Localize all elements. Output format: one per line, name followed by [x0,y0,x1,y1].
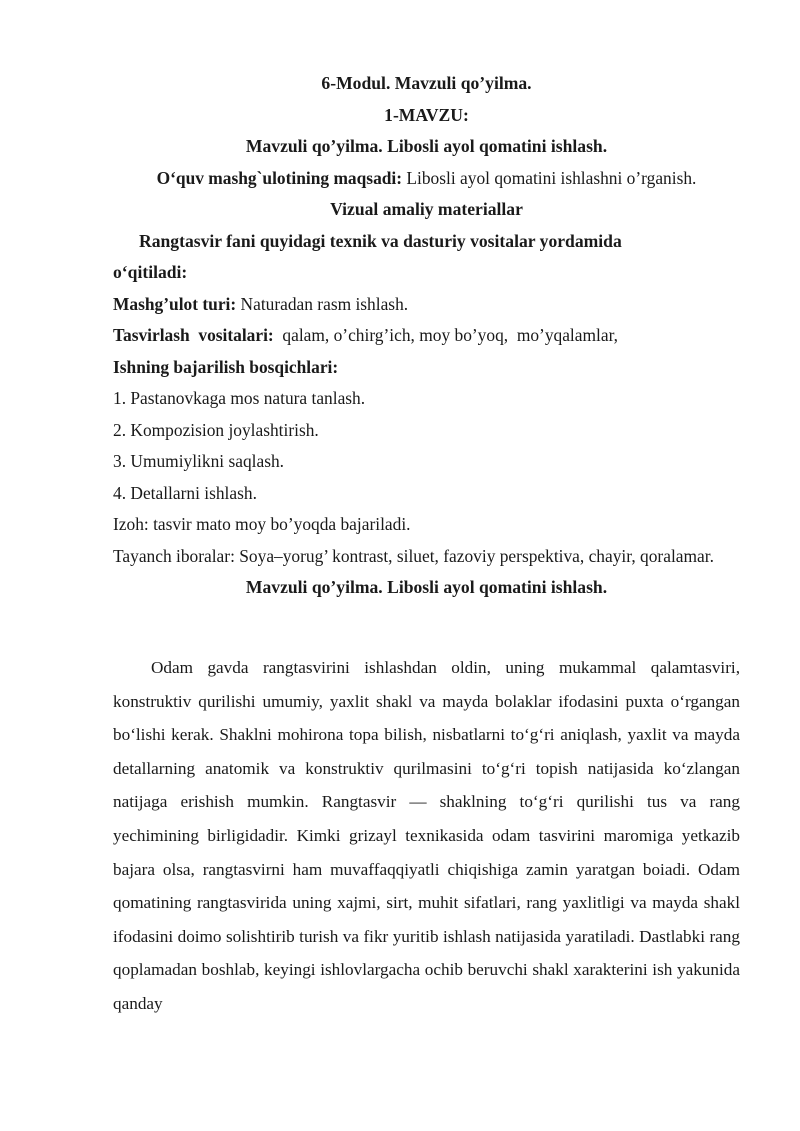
lesson-type-line [113,289,740,321]
lesson-type-label: Mashg’ulot turi: [113,293,237,314]
heading-section-repeat: Mavzuli qo’yilma. Libosli ayol qomatini ishlash. [245,577,608,597]
list-item: 2. Kompozision joylashtirish. [113,419,319,440]
lesson-purpose-line [113,163,740,195]
tools-line [113,320,740,352]
list-item: 4. Detallarni ishlash. [113,482,257,503]
list-item: 3. Umumiylikni saqlash. [113,451,285,471]
taught-with-line-1: Rangtasvir fani quyidagi texnik va dasturiy vositalar yordamida [139,230,622,251]
lesson-type-value: Naturadan rasm ishlash. [236,293,409,314]
list-item: 1. Pastanovkaga mos natura tanlash. [113,388,366,408]
lesson-purpose-label: O‘quv mashg`ulotining maqsadi: [156,167,403,188]
paragraph-spacer-half [113,635,740,651]
heading-topic-title: Mavzuli qo’yilma. Libosli ayol qomatini ishlash. [245,136,608,156]
tools-label: Tasvirlash vositalari: [113,325,274,345]
heading-visual-materials: Vizual amaliy materiallar [330,199,523,219]
taught-with-line-2: o‘qitiladi: [113,262,188,282]
document-content [113,68,740,1021]
heading-topic-number: 1-MAVZU: [384,104,469,125]
body-paragraph: Odam gavda rangtasvirini ishlashdan oldin, uning mukammal qalamtasviri, konstruktiv qurilishi umumiy, yaxlit shakl va mayda bolaklar ifodasini puxta o‘rgangan bo‘lishi kerak. Shaklni mohirona topa bilish, nisbatlarni to‘g‘ri aniqlash, yaxlit va mayda detallarning anatomik va konstruktiv qurilmasini to‘g‘ri topish natijasida ko‘zlangan natijaga erishish mumkin. Rangtasvir — shaklning to‘g‘ri qurilishi tus va rang yechimining birligidadir. Kimki grizayl texnikasida odam tasvirini maromiga yetkazib bajara olsa, rangtasvirni ham muvaffaqqiyatli chiqishiga zamin yaratgan boiadi. Odam qomatining rangtasvirida uning xajmi, sirt, muhit sifatlari, rang yaxlitligi va mayda shakl ifodasini doimo solishtirib turish va fikr yuritib ishlash natijasida yaratiladi. Dastlabki rang qoplamadan boshlab, keyingi ishlovlargacha ochib beruvchi shakl xarakterini ish yakunida qanday [113,658,740,1013]
note-line: Izoh: tasvir mato moy bo’yoqda bajariladi. [113,514,411,534]
heading-module: 6-Modul. Mavzuli qo’yilma. [321,73,532,93]
keywords-paragraph: Tayanch iboralar: Soya–yorug’ kontrast, siluet, fazoviy perspektiva, chayir, qoralamar. [113,545,714,566]
lesson-purpose-value: Libosli ayol qomatini ishlashni o’rganish. [402,167,697,188]
tools-value: qalam, o’chirg’ich, moy bo’yoq, mo’yqalamlar, [273,325,619,345]
stages-label: Ishning bajarilish bosqichlari: [113,356,339,377]
paragraph-spacer [113,604,740,636]
